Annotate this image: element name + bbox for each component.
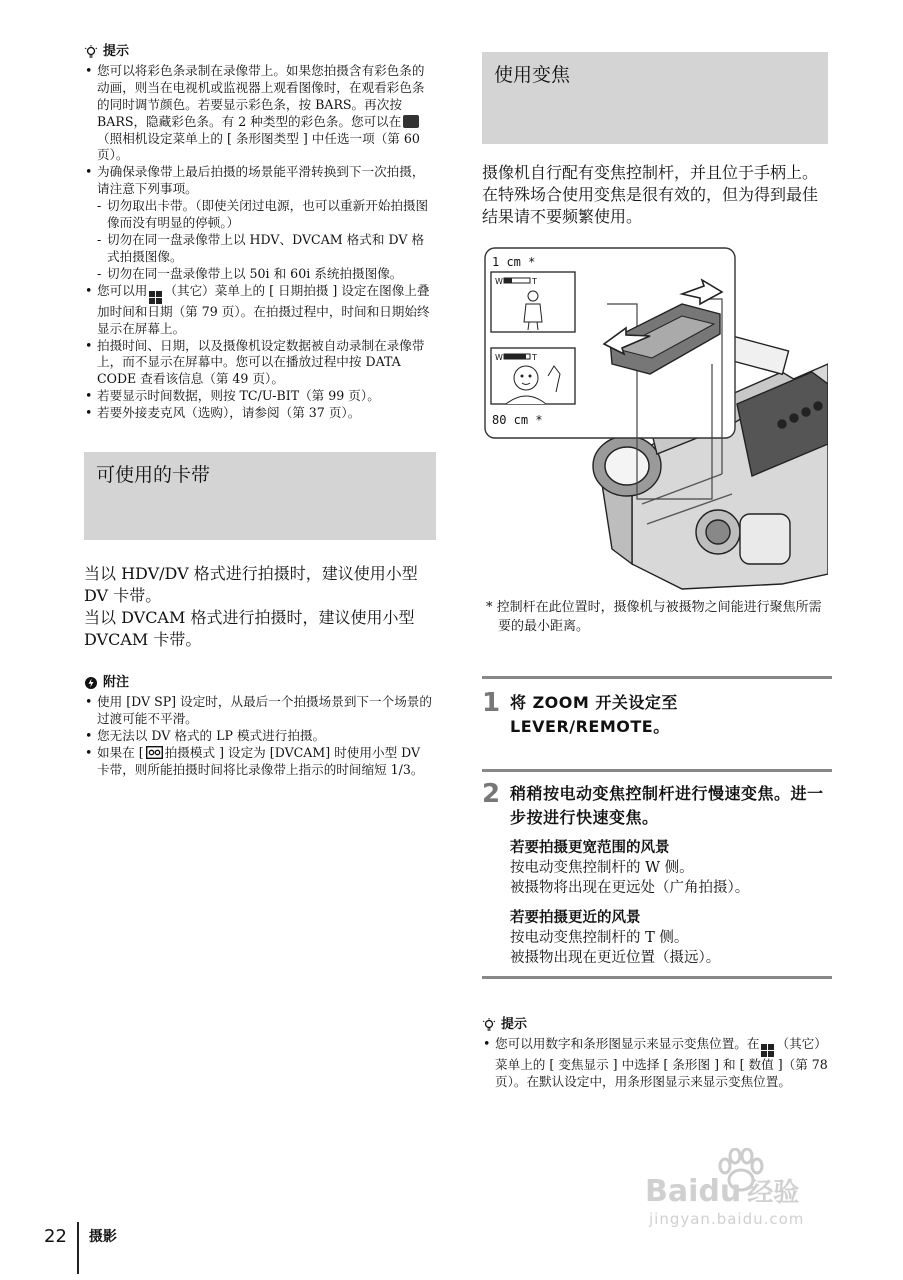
paragraph: 当以 DVCAM 格式进行拍摄时，建议使用小型 DVCAM 卡带。 <box>84 608 415 650</box>
wide-w-label: W <box>495 353 503 362</box>
watermark-brand: Baidu 经验 <box>645 1174 800 1209</box>
tele-t-label: T <box>532 277 537 286</box>
tip-list <box>482 1036 832 1091</box>
tele-w-label: W <box>495 277 503 286</box>
tip-list <box>84 63 436 422</box>
wide-heading: 若要拍摄更宽范围的风景 <box>510 840 670 856</box>
list-item: • 为确保录像带上最后拍摄的场景能平滑转换到下一次拍摄，请注意下列事项。 - 切勿取出卡带。（即使关闭过电源，也可以重新开始拍摄图像而没有明显的停顿。） - 切勿在同一盘录像带上以 HDV、DVCAM 格式和 DV 格式拍摄图像。 - 切勿在同一盘录像带上以 50i 和 60i 系统拍摄图像。 <box>84 164 436 282</box>
section-title: 可使用的卡带 <box>96 464 211 487</box>
note-heading <box>84 675 436 692</box>
others-menu-icon <box>149 291 162 304</box>
list-item: • 您无法以 DV 格式的 LP 模式进行拍摄。 <box>84 728 436 745</box>
tip-title: 提示 <box>501 1017 528 1032</box>
baidu-watermark <box>645 1148 845 1228</box>
tele-zoom-fill <box>504 278 512 283</box>
tele-heading: 若要拍摄更近的风景 <box>510 910 641 926</box>
warning-icon <box>84 676 98 690</box>
watermark-url: jingyan.baidu.com <box>649 1210 805 1228</box>
zoom-lever-illustration <box>482 244 828 596</box>
label-80cm: 80 cm * <box>492 413 543 427</box>
divider <box>482 676 832 679</box>
list-item: • 若要显示时间数据，则按 TC/U-BIT（第 99 页）。 <box>84 388 436 405</box>
figure-footnote: * 控制杆在此位置时，摄像机与被摄物之间能进行聚焦所需要的最小距离。 <box>486 600 822 634</box>
page-number: 22 <box>44 1222 79 1274</box>
chapter-label: 摄影 <box>88 1229 117 1245</box>
dash-item: - 切勿在同一盘录像带上以 HDV、DVCAM 格式和 DV 格式拍摄图像。 <box>97 232 436 266</box>
step-text: 稍稍按电动变焦控制杆进行慢速变焦。进一步按进行快速变焦。 <box>510 784 824 827</box>
tip-block-1 <box>84 44 436 422</box>
dash-item: - 切勿取出卡带。（即使关闭过电源，也可以重新开始拍摄图像而没有明显的停顿。） <box>97 198 436 232</box>
list-item: • 拍摄时间、日期，以及摄像机设定数据被自动录制在录像带上，而不显示在屏幕中。您可以在播放过程中按 DATA CODE 查看该信息（第 49 页）。 <box>84 338 436 389</box>
paragraph: 摄像机自行配有变焦控制杆，并且位于手柄上。 <box>482 163 819 182</box>
lightbulb-icon <box>84 45 98 59</box>
lightbulb-icon <box>482 1018 496 1032</box>
list-item: • 如果在 [ 拍摄模式 ] 设定为 [DVCAM] 时使用小型 DV 卡带，则所能拍摄时间将比录像带上指示的时间缩短 1/3。 <box>84 745 436 779</box>
page-footer <box>44 1222 117 1274</box>
note-list <box>84 694 436 779</box>
section-header-zoom <box>482 52 828 144</box>
step-number: 2 <box>482 779 501 809</box>
wide-t-label: T <box>532 353 537 362</box>
zoom-body <box>482 162 828 228</box>
divider <box>482 976 832 979</box>
list-item: • 您可以将彩色条录制在录像带上。如果您拍摄含有彩色条的动画，则当在电视机或监视器上观看图像时，在观看彩色条的同时调节颜色。若要显示彩色条，按 BARS。再次按 BARS，隐藏彩色条。有 2 种类型的彩色条。您可以在（照相机设定菜单上的 [ 条形图类型 ] 中任选一项（第 60 页）。 <box>84 63 436 164</box>
dash-list <box>97 198 436 283</box>
note-title: 附注 <box>103 675 130 691</box>
step-number: 1 <box>482 688 501 718</box>
dash-item: - 切勿在同一盘录像带上以 50i 和 60i 系统拍摄图像。 <box>97 266 436 283</box>
label-1cm: 1 cm * <box>492 255 536 269</box>
step-2-details <box>482 838 832 968</box>
list-item: • 使用 [DV SP] 设定时，从最后一个拍摄场景到下一个场景的过渡可能不平滑。 <box>84 694 436 728</box>
step-text: 将 ZOOM 开关设定至 LEVER/REMOTE。 <box>510 693 678 736</box>
tele-line: 被摄物出现在更近位置（摄远）。 <box>510 950 721 966</box>
tip-block-2 <box>482 1017 832 1091</box>
list-item: • 您可以用数字和条形图显示来显示变焦位置。在 （其它）菜单上的 [ 变焦显示 ] 中选择 [ 条形图 ] 和 [ 数值 ]（第 78 页）。在默认设定中，用条形图显示来显示变焦位置。 <box>482 1036 832 1091</box>
tele-line: 按电动变焦控制杆的 T 侧。 <box>510 930 689 946</box>
tape-icon <box>146 746 163 759</box>
section-header-cassette <box>84 452 436 540</box>
step-2 <box>482 769 832 979</box>
section-title: 使用变焦 <box>494 64 571 86</box>
left-column <box>84 44 436 778</box>
paragraph: 当以 HDV/DV 格式进行拍摄时，建议使用小型 DV 卡带。 <box>84 564 418 606</box>
note-block <box>84 675 436 778</box>
right-column <box>482 52 832 1091</box>
cassette-body <box>84 563 436 651</box>
wide-line: 被摄物将出现在更远处（广角拍摄）。 <box>510 880 750 896</box>
tip-heading <box>482 1017 832 1034</box>
tip-title: 提示 <box>103 44 130 59</box>
tip-heading <box>84 44 436 61</box>
divider <box>482 769 832 772</box>
wide-line: 按电动变焦控制杆的 W 侧。 <box>510 860 694 876</box>
list-item: • 若要外接麦克风（选购），请参阅（第 37 页）。 <box>84 405 436 422</box>
paragraph: 在特殊场合使用变焦是很有效的，但为得到最佳结果请不要频繁使用。 <box>482 185 819 226</box>
list-item: • 您可以用 （其它）菜单上的 [ 日期拍摄 ] 设定在图像上叠加时间和日期（第 79 页）。在拍摄过程中，时间和日期始终显示在屏幕上。 <box>84 283 436 338</box>
camera-setup-icon <box>403 115 419 128</box>
step-1 <box>482 676 832 739</box>
others-menu-icon <box>761 1044 774 1057</box>
wide-zoom-fill <box>504 354 526 359</box>
